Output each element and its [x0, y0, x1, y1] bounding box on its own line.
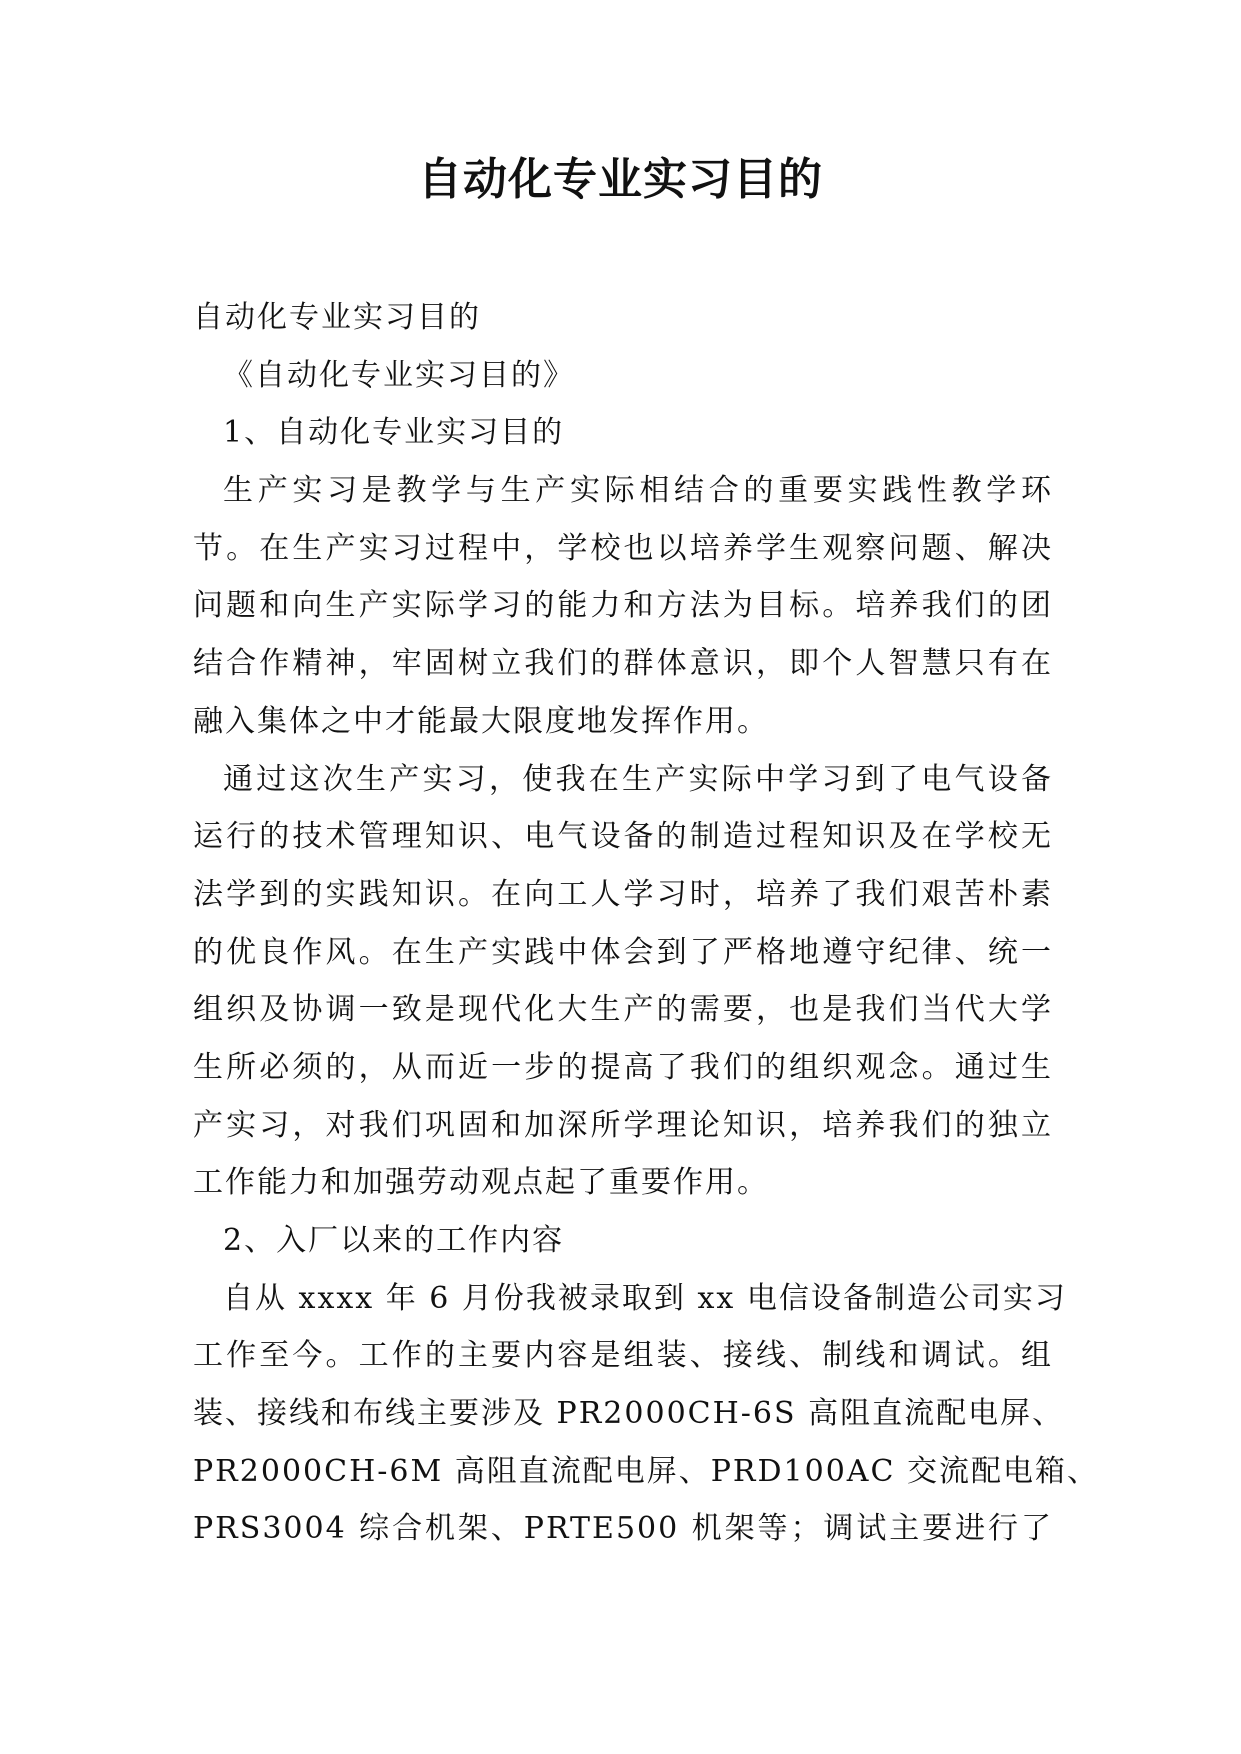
section-heading: 1、自动化专业实习目的 [223, 415, 565, 451]
text-line: 工作至今。工作的主要内容是组装、接线、制线和调试。组 [193, 1338, 1053, 1374]
text-line: 通过这次生产实习，使我在生产实际中学习到了电气设备 [223, 761, 1053, 797]
text-line: 产实习，对我们巩固和加深所学理论知识，培养我们的独立 [193, 1107, 1053, 1143]
text-line: 问题和向生产实际学习的能力和方法为目标。培养我们的团 [193, 588, 1053, 624]
text-line: 自动化专业实习目的 [193, 300, 481, 335]
text-line: PRS3004 综合机架、PRTE500 机架等；调试主要进行了 [193, 1511, 1053, 1547]
document-body [193, 289, 1099, 1558]
text-line: 的优良作风。在生产实践中体会到了严格地遵守纪律、统一 [193, 934, 1053, 970]
text-line: 生产实习是教学与生产实际相结合的重要实践性教学环 [223, 473, 1053, 509]
text-line: 法学到的实践知识。在向工人学习时，培养了我们艰苦朴素 [193, 876, 1053, 912]
text-line: 结合作精神，牢固树立我们的群体意识，即个人智慧只有在 [193, 646, 1053, 682]
text-line: 组织及协调一致是现代化大生产的需要，也是我们当代大学 [193, 992, 1053, 1028]
text-line: 融入集体之中才能最大限度地发挥作用。 [193, 703, 769, 739]
text-line: 运行的技术管理知识、电气设备的制造过程知识及在学校无 [193, 819, 1053, 855]
section-heading: 2、入厂以来的工作内容 [223, 1223, 565, 1258]
text-line: PR2000CH-6M 高阻直流配电屏、PRD100AC 交流配电箱、 [193, 1453, 1099, 1489]
document-title: 自动化专业实习目的 [418, 154, 823, 205]
text-line: 《自动化专业实习目的》 [223, 357, 575, 393]
text-line: 生所必须的，从而近一步的提高了我们的组织观念。通过生 [193, 1049, 1053, 1085]
text-line: 装、接线和布线主要涉及 PR2000CH-6S 高阻直流配电屏、 [193, 1396, 1065, 1432]
text-line: 工作能力和加强劳动观点起了重要作用。 [193, 1165, 769, 1201]
text-line: 自从 xxxx 年 6 月份我被录取到 xx 电信设备制造公司实习 [223, 1280, 1067, 1316]
text-line: 节。在生产实习过程中，学校也以培养学生观察问题、解决 [193, 530, 1053, 566]
